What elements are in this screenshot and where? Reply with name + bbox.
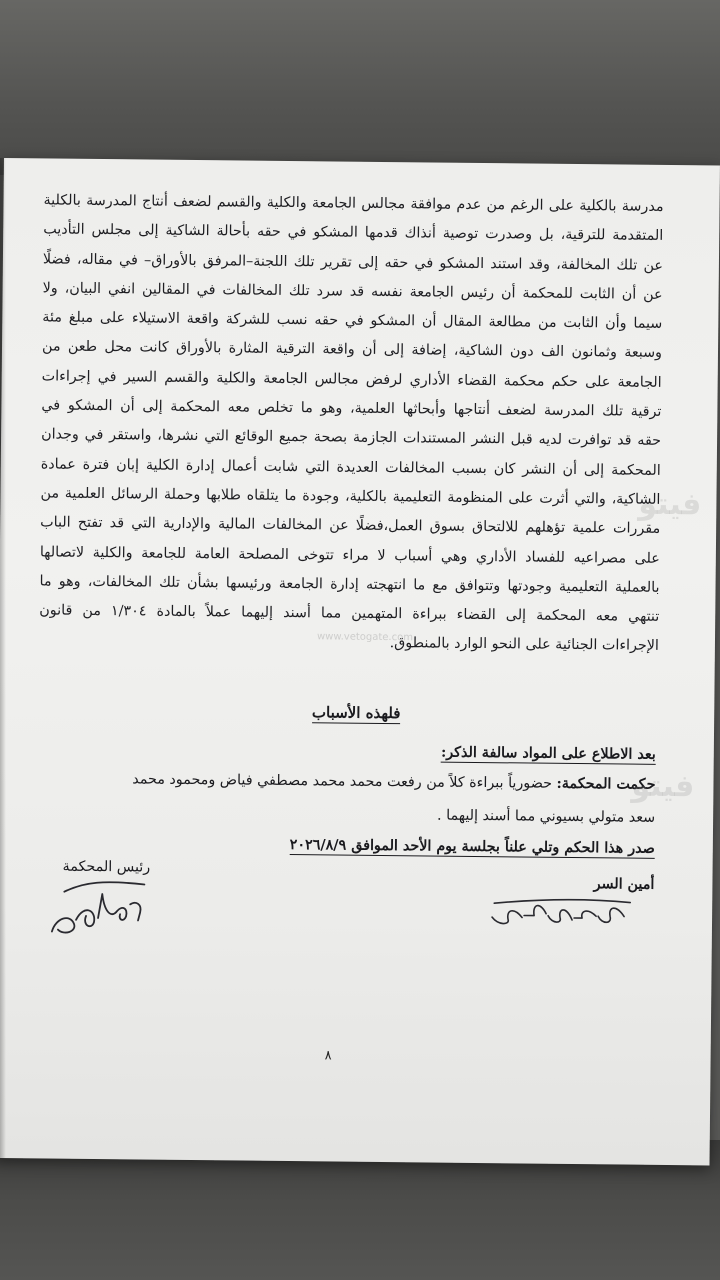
court-president-label-text: رئيس المحكمة bbox=[62, 858, 151, 876]
secretary-label-text: أمين السر bbox=[593, 876, 655, 893]
president-signature bbox=[44, 873, 155, 944]
body-line: وسبعة وثمانون الف دون الشاكية، إضافة إلى أن واقعة الترقية المثارة بالأوراق كانت محل طعن من bbox=[41, 338, 663, 362]
body-line: الجامعة على حكم محكمة القضاء الأداري لرفض مجالس الجامعة والكلية والقسم السير في إجراءات bbox=[41, 368, 662, 391]
verdict-line bbox=[132, 771, 655, 792]
verdict-text: حضورياً ببراءة كلاً من رفعت محمد محمد مصطفي فياض ومحمود محمد bbox=[132, 771, 557, 792]
watermark-logo: فيتو bbox=[638, 486, 702, 523]
body-line: عن أن الثابت للمحكمة أن رئيس الجامعة نفسه قد سرد تلك المخالفات في المقالين انفي البيان، ولا bbox=[42, 280, 663, 303]
document-page bbox=[0, 158, 720, 1165]
body-line: بالعملية التعليمية وجودتها وتتوافق مع ما انتهجته إدارة الجامعة ورئيسها بشأن تلك المخالفات، وهو ما bbox=[39, 573, 660, 596]
secretary-label bbox=[594, 876, 655, 893]
after-review-line bbox=[441, 745, 656, 763]
body-line: ترقية تلك المدرسة لضعف أنتاجها وأبحاثها العلمية، وهو ما تخلص معه المحكمة إلى أن المشكو في bbox=[41, 397, 662, 420]
verdict-text-2: سعد متولي بسيوني مما أسند إليهما . bbox=[436, 807, 656, 826]
watermark-url: www.vetogate.com bbox=[316, 631, 414, 644]
body-line: مقررات علمية تؤهلهم للالتحاق بسوق العمل،فضلًا عن المخالفات المالية والإدارية التي قد تفتح الباب bbox=[40, 514, 661, 538]
body-line: المحكمة إلى أن النشر كان بسبب المخالفات العديدة التي شابت أعمال إدارة الكلية إبان فترة عمادة bbox=[40, 456, 661, 479]
body-line: سيما وأن الثابت من مطالعة المقال أن المشكو في حقه نسب للشركة واقعة الاستيلاء على مبلغ مئة bbox=[42, 309, 663, 333]
body-line: مدرسة بالكلية على الرغم من عدم موافقة مجالس الجامعة والكلية والقسم لضعف أنتاج المدرسة بالكلية bbox=[43, 192, 664, 215]
issued-line bbox=[290, 837, 655, 857]
after-review-text: بعد الاطلاع على المواد سالفة الذكر: bbox=[440, 744, 656, 763]
heading-text: فلهذه الأسباب bbox=[311, 703, 401, 723]
watermark-logo: فيتو bbox=[631, 768, 695, 805]
verdict-label: حكمت المحكمة: bbox=[556, 775, 656, 793]
document-body bbox=[39, 186, 664, 661]
body-line: عن تلك المخالفة، وقد استند المشكو في حقه إلى تقرير تلك اللجنة–المرفق بالأوراق– في مقاله، فضلًا bbox=[42, 251, 663, 274]
body-line: المتقدمة للترقية، بل وصدرت توصية أنذاك قدمها المشكو في حقه بأحالة الشاكية إلى مجلس التأديب bbox=[43, 221, 664, 245]
desk-background-top bbox=[0, 0, 720, 175]
body-line: حقه قد توافرت لديه قبل النشر المستندات الجازمة بصحة جميع الوقائع التي نشرها، واستقر في وجدان bbox=[41, 426, 662, 450]
page-edge-shadow bbox=[0, 158, 6, 1158]
issued-text: صدر هذا الحكم وتلي علناً بجلسة يوم الأحد الموافق ٢٠٢٦/٨/٩ bbox=[289, 837, 655, 857]
body-line: على مصراعيه للفساد الأداري وهي أسباب لا مراء تتوخى المصلحة العامة للجامعة والكلية لاتصالها bbox=[39, 543, 660, 567]
section-heading bbox=[0, 700, 714, 725]
body-line: تنتهي معه المحكمة إلى القضاء ببراءة المتهمين مما أسند إليهما عملاً بالمادة ١/٣٠٤ من قانون bbox=[39, 602, 660, 626]
body-line: الشاكية، والتي أثرت على المنظومة التعليمية بالكلية، وجودة ما يتلقاه طلابها وحملة الرسائل العلمية من bbox=[40, 485, 661, 508]
secretary-signature bbox=[484, 893, 634, 935]
page-number: ٨ bbox=[324, 1048, 332, 1064]
verdict-line-2 bbox=[437, 808, 655, 826]
body-line: الإجراءات الجنائية على النحو الوارد بالمنطوق. bbox=[389, 635, 660, 655]
